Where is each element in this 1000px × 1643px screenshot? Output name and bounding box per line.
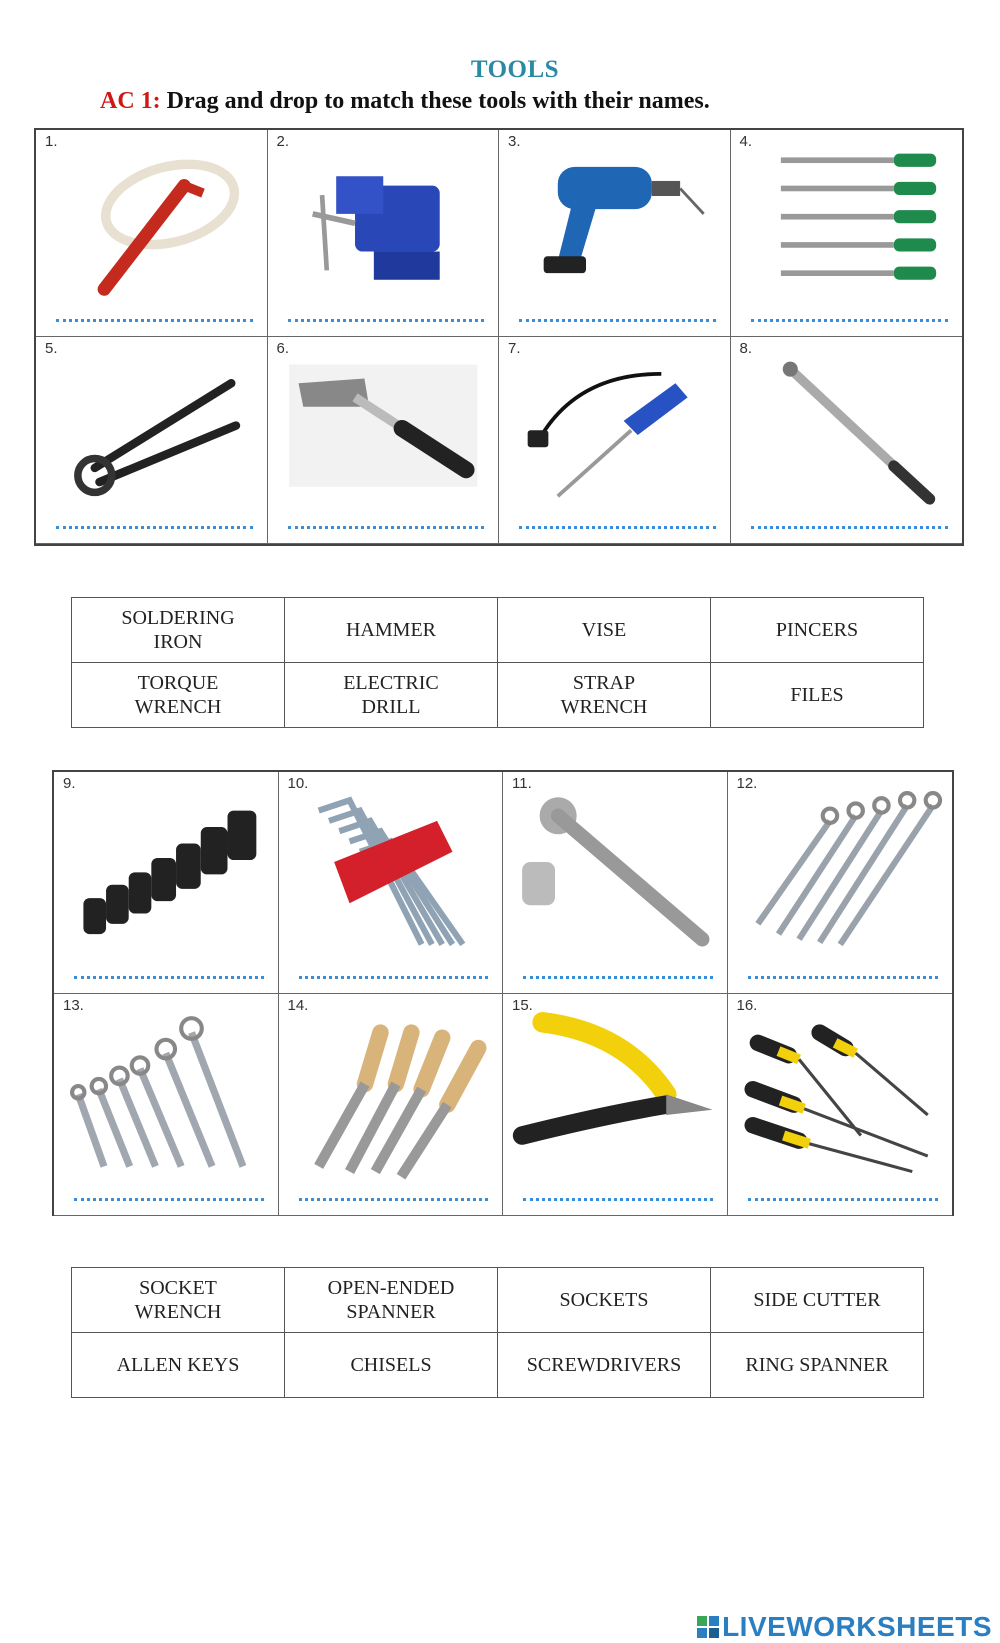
tool-number: 3. (508, 133, 521, 150)
tool-cell-8 (731, 337, 963, 544)
tools-grid-1 (34, 128, 964, 546)
tool-number: 7. (508, 340, 521, 357)
answer-option[interactable]: SOLDERING IRON (72, 598, 285, 663)
answer-drop-zone[interactable] (288, 319, 485, 322)
answer-option[interactable]: HAMMER (285, 598, 498, 663)
tools-grid-2 (52, 770, 954, 1216)
open-ended-spanner-icon (62, 1012, 270, 1187)
answer-drop-zone[interactable] (748, 976, 939, 979)
answer-option[interactable]: FILES (711, 663, 924, 728)
hammer-icon (276, 355, 491, 515)
tool-number: 9. (63, 775, 76, 792)
screwdrivers-icon (736, 1012, 945, 1187)
answer-option[interactable]: VISE (498, 598, 711, 663)
answer-bank-1 (71, 597, 924, 728)
tool-cell-9 (54, 772, 279, 994)
tool-number: 5. (45, 340, 58, 357)
tool-cell-6 (268, 337, 500, 544)
answer-drop-zone[interactable] (288, 526, 485, 529)
tool-cell-11 (503, 772, 728, 994)
instruction-line (100, 88, 710, 115)
sockets-icon (62, 790, 270, 965)
activity-label: AC 1: (100, 88, 161, 114)
answer-drop-zone[interactable] (523, 976, 713, 979)
electric-drill-icon (507, 148, 722, 308)
answer-drop-zone[interactable] (299, 1198, 489, 1201)
answer-bank-2 (71, 1267, 924, 1398)
tool-cell-1 (36, 130, 268, 337)
page-title: TOOLS (470, 56, 560, 83)
tool-number: 11. (512, 775, 532, 792)
soldering-iron-icon (507, 355, 722, 515)
tool-cell-13 (54, 994, 279, 1216)
answer-option[interactable]: SOCKETS (498, 1268, 711, 1333)
answer-drop-zone[interactable] (56, 526, 253, 529)
tool-cell-2 (268, 130, 500, 337)
answer-drop-zone[interactable] (74, 976, 264, 979)
answer-option[interactable]: ELECTRIC DRILL (285, 663, 498, 728)
allen-keys-icon (287, 790, 495, 965)
answer-drop-zone[interactable] (748, 1198, 939, 1201)
answer-drop-zone[interactable] (751, 526, 949, 529)
vise-icon (276, 148, 491, 308)
tool-number: 6. (276, 340, 290, 357)
tool-cell-15 (503, 994, 728, 1216)
answer-option[interactable]: TORQUE WRENCH (72, 663, 285, 728)
answer-drop-zone[interactable] (751, 319, 949, 322)
answer-option[interactable]: SCREWDRIVERS (498, 1333, 711, 1398)
side-cutter-icon (511, 1012, 719, 1187)
answer-drop-zone[interactable] (519, 526, 716, 529)
tool-cell-7 (499, 337, 731, 544)
answer-option[interactable]: SOCKET WRENCH (72, 1268, 285, 1333)
answer-option[interactable]: ALLEN KEYS (72, 1333, 285, 1398)
files-icon (739, 148, 955, 308)
answer-option[interactable]: CHISELS (285, 1333, 498, 1398)
ring-spanner-icon (736, 790, 945, 965)
tool-number: 12. (736, 775, 758, 792)
tool-cell-10 (279, 772, 504, 994)
answer-drop-zone[interactable] (74, 1198, 264, 1201)
instruction-text: Drag and drop to match these tools with their names. (166, 88, 710, 114)
answer-option[interactable]: SIDE CUTTER (711, 1268, 924, 1333)
tool-number: 8. (739, 340, 753, 357)
answer-drop-zone[interactable] (299, 976, 489, 979)
tool-number: 16. (736, 997, 758, 1014)
chisels-icon (287, 1012, 495, 1187)
brand-text: LIVEWORKSHEETS (722, 1611, 992, 1642)
strap-wrench-icon (44, 148, 259, 308)
tool-cell-5 (36, 337, 268, 544)
tool-number: 10. (287, 775, 309, 792)
tool-number: 4. (739, 133, 753, 150)
tool-number: 13. (63, 997, 84, 1014)
answer-option[interactable]: RING SPANNER (711, 1333, 924, 1398)
tool-cell-4 (731, 130, 963, 337)
tool-number: 2. (276, 133, 290, 150)
answer-option[interactable]: OPEN-ENDED SPANNER (285, 1268, 498, 1333)
tool-cell-14 (279, 994, 504, 1216)
liveworksheets-logo[interactable] (696, 1611, 992, 1643)
answer-drop-zone[interactable] (56, 319, 253, 322)
answer-drop-zone[interactable] (523, 1198, 713, 1201)
tool-cell-16 (728, 994, 953, 1216)
tool-number: 15. (512, 997, 533, 1014)
pincers-icon (44, 355, 259, 515)
answer-option[interactable]: PINCERS (711, 598, 924, 663)
answer-drop-zone[interactable] (519, 319, 716, 322)
torque-wrench-icon (739, 355, 955, 515)
socket-wrench-icon (511, 790, 719, 965)
liveworksheets-logo-icon (696, 1615, 720, 1639)
tool-cell-3 (499, 130, 731, 337)
answer-option[interactable]: STRAP WRENCH (498, 663, 711, 728)
tool-number: 1. (45, 133, 58, 150)
tool-number: 14. (287, 997, 309, 1014)
tool-cell-12 (728, 772, 953, 994)
